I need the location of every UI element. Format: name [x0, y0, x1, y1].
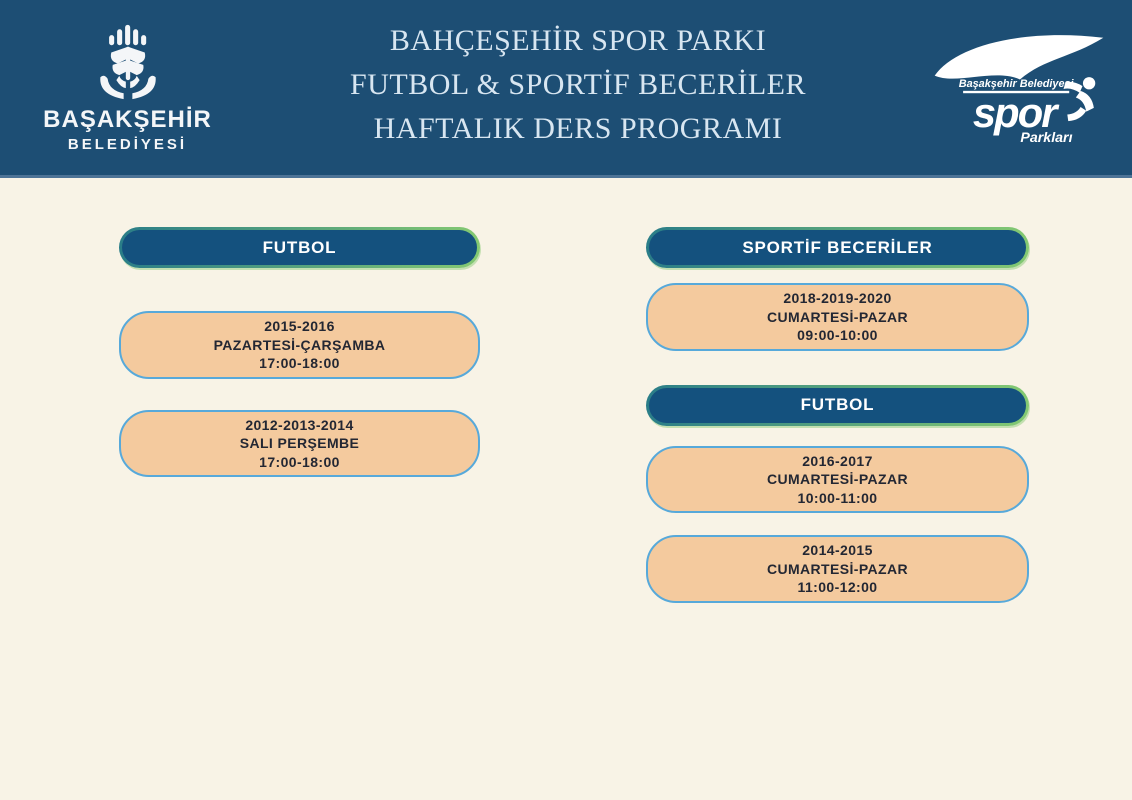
- card-age-group: 2014-2015: [802, 542, 873, 558]
- section-header-label: FUTBOL: [262, 237, 337, 257]
- title-line-3: HAFTALIK DERS PROGRAMI: [373, 111, 783, 145]
- municipality-subtitle: BELEDİYESİ: [67, 136, 188, 153]
- wheat-hands-icon: [91, 22, 165, 102]
- card-hours: 17:00-18:00: [259, 355, 340, 371]
- header: [0, 0, 1132, 178]
- section-header-label: SPORTİF BECERİLER: [742, 237, 933, 257]
- page-title: [245, 19, 911, 157]
- schedule-card: [646, 535, 1029, 603]
- spor-logo-main-text: spor: [972, 88, 1056, 136]
- card-days: CUMARTESİ-PAZAR: [766, 560, 909, 577]
- card-age-group: 2016-2017: [802, 452, 873, 469]
- municipality-name: BAŞAKŞEHİR: [43, 106, 212, 133]
- card-hours: 17:00-18:00: [259, 453, 340, 470]
- municipality-logo: [10, 22, 245, 153]
- title-line-2: FUTBOL & SPORTİF BECERİLER: [350, 67, 806, 101]
- card-hours: 09:00-10:00: [797, 327, 878, 343]
- schedule-card: [119, 410, 480, 478]
- column-futbol: [119, 227, 480, 603]
- spor-parklari-logo-icon: [929, 26, 1109, 150]
- card-age-group: 2015-2016: [264, 318, 335, 334]
- schedule-card: [646, 283, 1029, 351]
- section-header-sportif-beceriler: [646, 227, 1029, 268]
- card-age-group: 2018-2019-2020: [783, 290, 892, 306]
- schedule-columns: [0, 178, 1132, 603]
- card-days: CUMARTESİ-PAZAR: [766, 308, 909, 325]
- column-sportif-beceriler: [646, 227, 1029, 603]
- title-line-1: BAHÇEŞEHİR SPOR PARKI: [389, 23, 767, 57]
- section-header-futbol: [119, 227, 480, 268]
- card-hours: 10:00-11:00: [797, 489, 878, 506]
- schedule-card: [119, 311, 480, 379]
- card-days: CUMARTESİ-PAZAR: [766, 471, 909, 487]
- card-age-group: 2012-2013-2014: [245, 416, 354, 433]
- card-hours: 11:00-12:00: [797, 579, 878, 595]
- spor-logo-sub-text: Parkları: [1019, 129, 1073, 146]
- section-header-futbol-weekend: [646, 385, 1029, 426]
- section-header-label: FUTBOL: [800, 395, 875, 414]
- card-days: SALI PERŞEMBE: [239, 435, 360, 451]
- spor-parklari-logo: [911, 26, 1126, 150]
- schedule-card: [646, 446, 1029, 514]
- card-days: PAZARTESİ-ÇARŞAMBA: [213, 336, 386, 353]
- spor-logo-top-text: Başakşehir Belediyesi: [958, 77, 1074, 90]
